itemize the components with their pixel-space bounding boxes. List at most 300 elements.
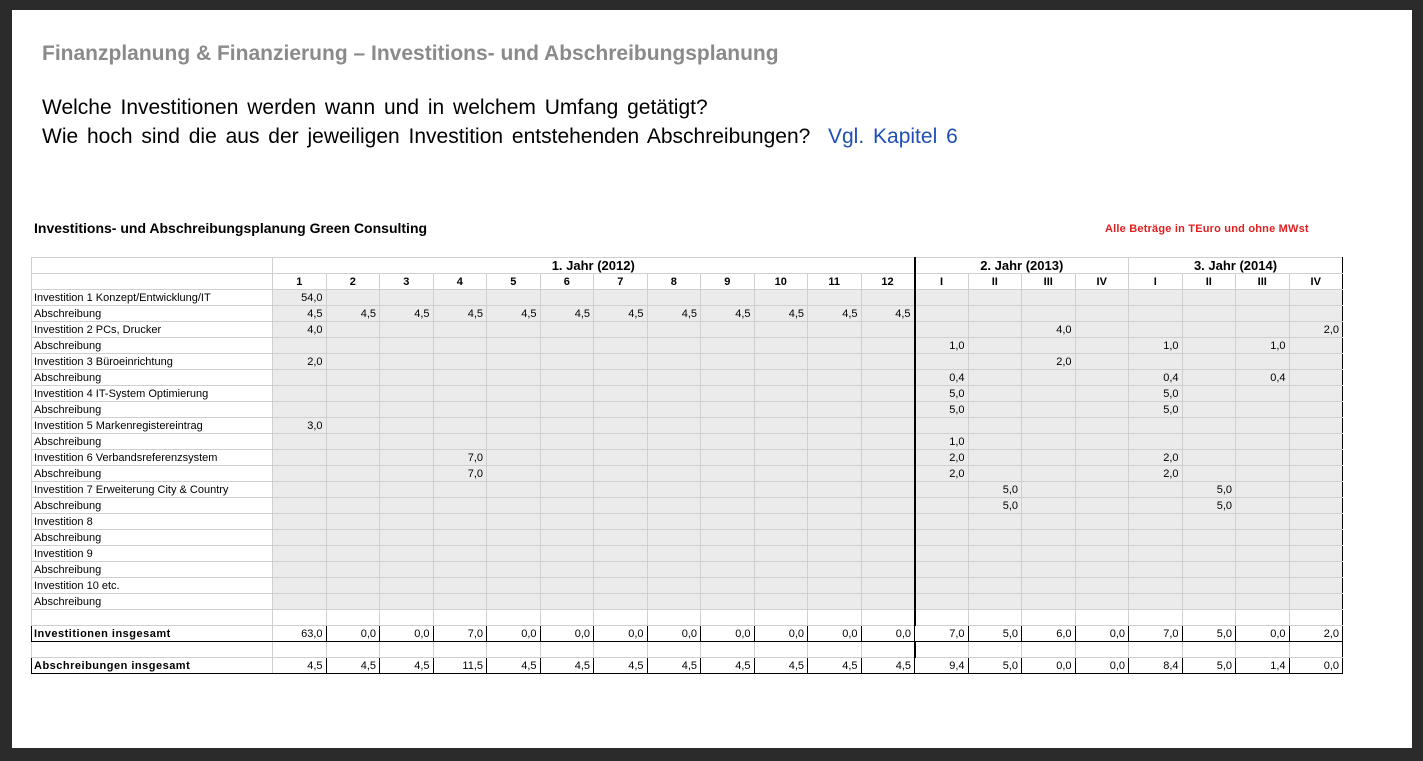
total-value: 0,0 <box>1289 658 1343 674</box>
value-cell <box>1022 450 1076 466</box>
value-cell <box>1129 530 1183 546</box>
value-cell <box>273 594 327 610</box>
spacer-cell <box>487 642 541 658</box>
value-cell <box>647 338 701 354</box>
table-row <box>32 562 1343 578</box>
value-cell <box>754 466 808 482</box>
value-cell <box>540 322 594 338</box>
value-cell <box>1129 594 1183 610</box>
value-cell <box>594 434 648 450</box>
total-value: 9,4 <box>915 658 969 674</box>
value-cell <box>861 578 915 594</box>
value-cell <box>487 354 541 370</box>
row-label: Abschreibung <box>32 306 273 322</box>
value-cell <box>1289 386 1343 402</box>
value-cell <box>1289 546 1343 562</box>
value-cell <box>915 514 969 530</box>
value-cell <box>326 290 380 306</box>
value-cell <box>968 514 1022 530</box>
row-label: Abschreibung <box>32 434 273 450</box>
total-value: 0,0 <box>1236 626 1290 642</box>
table-row <box>32 594 1343 610</box>
value-cell <box>968 402 1022 418</box>
total-value: 4,5 <box>754 658 808 674</box>
row-label: Abschreibung <box>32 562 273 578</box>
value-cell: 5,0 <box>915 386 969 402</box>
value-cell <box>1129 418 1183 434</box>
value-cell <box>1182 322 1236 338</box>
value-cell: 5,0 <box>1129 402 1183 418</box>
value-cell <box>1182 338 1236 354</box>
value-cell <box>861 514 915 530</box>
spacer-row <box>32 642 1343 658</box>
spacer-cell <box>326 642 380 658</box>
value-cell <box>540 338 594 354</box>
value-cell <box>540 482 594 498</box>
value-cell <box>1236 482 1290 498</box>
value-cell <box>647 546 701 562</box>
value-cell <box>1075 338 1129 354</box>
value-cell <box>326 322 380 338</box>
corner-cell <box>32 274 273 290</box>
value-cell <box>1075 370 1129 386</box>
value-cell <box>594 578 648 594</box>
row-label: Abschreibung <box>32 338 273 354</box>
value-cell <box>1022 306 1076 322</box>
spacer-cell <box>1129 610 1183 626</box>
value-cell <box>487 578 541 594</box>
value-cell: 1,0 <box>915 434 969 450</box>
period-header: 2 <box>326 274 380 290</box>
value-cell <box>1289 402 1343 418</box>
period-header: 6 <box>540 274 594 290</box>
value-cell <box>701 594 755 610</box>
value-cell <box>1289 482 1343 498</box>
chapter-reference-link[interactable]: Vgl. Kapitel 6 <box>828 125 958 148</box>
value-cell <box>647 450 701 466</box>
value-cell <box>647 578 701 594</box>
value-cell <box>594 466 648 482</box>
value-cell <box>1022 466 1076 482</box>
value-cell <box>968 354 1022 370</box>
spacer-cell <box>1075 610 1129 626</box>
value-cell <box>380 514 434 530</box>
spacer-cell <box>1022 610 1076 626</box>
total-value: 11,5 <box>433 658 487 674</box>
value-cell <box>701 466 755 482</box>
value-cell <box>754 514 808 530</box>
value-cell <box>326 338 380 354</box>
total-value: 0,0 <box>540 626 594 642</box>
value-cell <box>487 530 541 546</box>
value-cell <box>1129 562 1183 578</box>
value-cell <box>1075 562 1129 578</box>
row-label: Investition 6 Verbandsreferenzsystem <box>32 450 273 466</box>
value-cell <box>433 562 487 578</box>
total-value: 4,5 <box>701 658 755 674</box>
value-cell <box>1075 578 1129 594</box>
value-cell <box>594 562 648 578</box>
value-cell <box>647 402 701 418</box>
row-label: Investition 9 <box>32 546 273 562</box>
value-cell <box>273 338 327 354</box>
value-cell: 4,5 <box>487 306 541 322</box>
value-cell <box>1022 578 1076 594</box>
value-cell <box>754 578 808 594</box>
value-cell <box>1022 370 1076 386</box>
table-row <box>32 466 1343 482</box>
value-cell <box>1236 562 1290 578</box>
value-cell <box>380 418 434 434</box>
value-cell <box>540 578 594 594</box>
value-cell <box>1022 482 1076 498</box>
total-row <box>32 658 1343 674</box>
value-cell <box>1182 306 1236 322</box>
value-cell <box>1289 562 1343 578</box>
spacer-cell <box>273 642 327 658</box>
value-cell <box>861 434 915 450</box>
table-row <box>32 322 1343 338</box>
value-cell <box>808 434 862 450</box>
value-cell <box>915 546 969 562</box>
spacer-cell <box>487 610 541 626</box>
value-cell <box>647 418 701 434</box>
value-cell <box>915 530 969 546</box>
value-cell <box>380 386 434 402</box>
total-value: 0,0 <box>1022 658 1076 674</box>
total-value: 4,5 <box>326 658 380 674</box>
value-cell: 1,0 <box>1129 338 1183 354</box>
value-cell <box>808 562 862 578</box>
value-cell <box>594 370 648 386</box>
value-cell: 5,0 <box>1182 482 1236 498</box>
total-value: 0,0 <box>754 626 808 642</box>
value-cell <box>1075 498 1129 514</box>
value-cell <box>540 514 594 530</box>
value-cell <box>380 594 434 610</box>
value-cell <box>754 290 808 306</box>
value-cell <box>968 530 1022 546</box>
value-cell <box>861 322 915 338</box>
value-cell <box>1236 434 1290 450</box>
period-header: 4 <box>433 274 487 290</box>
total-value: 0,0 <box>808 626 862 642</box>
value-cell <box>808 418 862 434</box>
total-label: Investitionen insgesamt <box>32 626 273 642</box>
value-cell <box>1236 386 1290 402</box>
value-cell <box>701 338 755 354</box>
spacer-cell <box>861 610 915 626</box>
value-cell <box>1022 562 1076 578</box>
value-cell <box>326 562 380 578</box>
value-cell <box>647 498 701 514</box>
table-row <box>32 402 1343 418</box>
total-value: 4,5 <box>380 658 434 674</box>
total-value: 5,0 <box>968 626 1022 642</box>
value-cell <box>968 418 1022 434</box>
value-cell <box>594 418 648 434</box>
value-cell <box>433 418 487 434</box>
value-cell <box>861 530 915 546</box>
value-cell <box>326 418 380 434</box>
value-cell <box>701 418 755 434</box>
row-label: Abschreibung <box>32 402 273 418</box>
value-cell <box>326 482 380 498</box>
value-cell <box>701 546 755 562</box>
value-cell <box>701 322 755 338</box>
value-cell <box>540 354 594 370</box>
total-value: 7,0 <box>433 626 487 642</box>
value-cell <box>915 482 969 498</box>
table-row <box>32 354 1343 370</box>
value-cell <box>380 530 434 546</box>
value-cell <box>487 322 541 338</box>
table-row <box>32 530 1343 546</box>
slide-title: Finanzplanung & Finanzierung – Investitions- und Abschreibungsplanung <box>42 42 779 65</box>
period-header: 7 <box>594 274 648 290</box>
value-cell <box>540 290 594 306</box>
value-cell <box>915 418 969 434</box>
year-header: 2. Jahr (2013) <box>915 258 1129 274</box>
value-cell <box>1236 594 1290 610</box>
spacer-cell <box>540 610 594 626</box>
value-cell <box>808 386 862 402</box>
total-value: 4,5 <box>273 658 327 674</box>
value-cell <box>968 594 1022 610</box>
value-cell <box>1289 450 1343 466</box>
table-row <box>32 434 1343 450</box>
value-cell <box>433 594 487 610</box>
value-cell <box>1236 498 1290 514</box>
value-cell <box>487 594 541 610</box>
value-cell <box>701 514 755 530</box>
total-value: 0,0 <box>701 626 755 642</box>
period-header: 9 <box>701 274 755 290</box>
value-cell <box>701 434 755 450</box>
value-cell <box>594 594 648 610</box>
value-cell: 1,0 <box>915 338 969 354</box>
value-cell <box>487 562 541 578</box>
value-cell <box>380 338 434 354</box>
value-cell: 4,5 <box>273 306 327 322</box>
value-cell <box>1236 418 1290 434</box>
spacer-cell <box>754 642 808 658</box>
value-cell <box>861 546 915 562</box>
value-cell <box>273 466 327 482</box>
value-cell <box>1289 466 1343 482</box>
value-cell <box>326 594 380 610</box>
total-value: 0,0 <box>326 626 380 642</box>
value-cell <box>754 354 808 370</box>
spacer-cell <box>1182 610 1236 626</box>
value-cell <box>326 450 380 466</box>
value-cell <box>1289 594 1343 610</box>
value-cell <box>433 482 487 498</box>
value-cell <box>433 338 487 354</box>
value-cell <box>594 450 648 466</box>
spacer-cell <box>1075 642 1129 658</box>
value-cell <box>1236 402 1290 418</box>
row-label: Investition 3 Büroeinrichtung <box>32 354 273 370</box>
value-cell <box>433 322 487 338</box>
value-cell <box>1129 578 1183 594</box>
spacer-cell <box>861 642 915 658</box>
value-cell <box>647 322 701 338</box>
value-cell <box>1236 450 1290 466</box>
value-cell: 0,4 <box>1129 370 1183 386</box>
value-cell <box>1075 546 1129 562</box>
spacer-cell <box>808 610 862 626</box>
total-value: 0,0 <box>1075 626 1129 642</box>
value-cell <box>647 482 701 498</box>
value-cell: 2,0 <box>915 450 969 466</box>
value-cell <box>433 434 487 450</box>
spacer-cell <box>433 642 487 658</box>
value-cell <box>487 434 541 450</box>
value-cell <box>1182 562 1236 578</box>
value-cell <box>968 322 1022 338</box>
period-header: IV <box>1075 274 1129 290</box>
value-cell <box>273 370 327 386</box>
value-cell <box>701 386 755 402</box>
value-cell <box>1236 578 1290 594</box>
value-cell: 5,0 <box>968 482 1022 498</box>
value-cell <box>1182 370 1236 386</box>
value-cell <box>433 370 487 386</box>
value-cell <box>433 290 487 306</box>
table-row <box>32 386 1343 402</box>
value-cell <box>1075 530 1129 546</box>
value-cell <box>487 290 541 306</box>
value-cell <box>701 482 755 498</box>
value-cell <box>701 370 755 386</box>
value-cell <box>861 498 915 514</box>
value-cell <box>1075 450 1129 466</box>
value-cell: 2,0 <box>1129 466 1183 482</box>
total-value: 4,5 <box>861 658 915 674</box>
value-cell <box>326 546 380 562</box>
value-cell <box>861 290 915 306</box>
value-cell <box>1289 370 1343 386</box>
value-cell <box>647 594 701 610</box>
value-cell <box>1022 546 1076 562</box>
value-cell <box>487 386 541 402</box>
value-cell <box>861 482 915 498</box>
period-header: 11 <box>808 274 862 290</box>
value-cell <box>1129 322 1183 338</box>
value-cell <box>915 322 969 338</box>
period-header: III <box>1236 274 1290 290</box>
value-cell <box>487 482 541 498</box>
total-value: 4,5 <box>487 658 541 674</box>
row-label: Abschreibung <box>32 466 273 482</box>
value-cell <box>754 594 808 610</box>
row-label: Abschreibung <box>32 370 273 386</box>
value-cell <box>1182 450 1236 466</box>
table-row <box>32 498 1343 514</box>
row-label: Investition 10 etc. <box>32 578 273 594</box>
value-cell <box>433 402 487 418</box>
value-cell <box>1289 306 1343 322</box>
value-cell <box>273 562 327 578</box>
value-cell <box>1236 466 1290 482</box>
spacer-cell <box>1289 610 1343 626</box>
value-cell: 4,0 <box>273 322 327 338</box>
value-cell <box>861 418 915 434</box>
value-cell <box>968 546 1022 562</box>
value-cell: 2,0 <box>1289 322 1343 338</box>
period-header: 10 <box>754 274 808 290</box>
value-cell <box>647 514 701 530</box>
value-cell <box>968 466 1022 482</box>
value-cell <box>1182 594 1236 610</box>
value-cell <box>915 578 969 594</box>
value-cell <box>968 338 1022 354</box>
period-header: 1 <box>273 274 327 290</box>
spacer-cell <box>32 610 273 626</box>
total-value: 5,0 <box>1182 626 1236 642</box>
value-cell <box>1075 482 1129 498</box>
value-cell <box>1236 290 1290 306</box>
value-cell <box>273 514 327 530</box>
value-cell <box>1182 530 1236 546</box>
value-cell <box>808 354 862 370</box>
value-cell <box>380 578 434 594</box>
value-cell <box>1182 402 1236 418</box>
value-cell <box>754 546 808 562</box>
table-row <box>32 546 1343 562</box>
value-cell <box>594 530 648 546</box>
value-cell <box>968 562 1022 578</box>
row-label: Investition 5 Markenregistereintrag <box>32 418 273 434</box>
value-cell <box>1236 530 1290 546</box>
total-value: 5,0 <box>968 658 1022 674</box>
value-cell <box>968 450 1022 466</box>
value-cell <box>1075 514 1129 530</box>
value-cell <box>433 530 487 546</box>
value-cell <box>594 498 648 514</box>
period-header: I <box>1129 274 1183 290</box>
value-cell <box>808 594 862 610</box>
value-cell <box>380 290 434 306</box>
value-cell <box>1075 354 1129 370</box>
value-cell <box>594 546 648 562</box>
value-cell <box>433 386 487 402</box>
value-cell: 5,0 <box>1129 386 1183 402</box>
value-cell <box>1289 290 1343 306</box>
value-cell <box>1182 466 1236 482</box>
currency-note: Alle Beträge in TEuro und ohne MWst <box>1105 223 1309 235</box>
value-cell <box>273 402 327 418</box>
value-cell <box>1022 498 1076 514</box>
table-row <box>32 290 1343 306</box>
slide <box>12 10 1412 748</box>
spacer-row <box>32 610 1343 626</box>
table-row <box>32 482 1343 498</box>
value-cell: 7,0 <box>433 466 487 482</box>
value-cell <box>540 594 594 610</box>
value-cell <box>1289 578 1343 594</box>
value-cell <box>1182 290 1236 306</box>
value-cell <box>808 530 862 546</box>
value-cell <box>380 354 434 370</box>
total-value: 4,5 <box>540 658 594 674</box>
value-cell <box>1289 418 1343 434</box>
spacer-cell <box>701 610 755 626</box>
value-cell <box>701 402 755 418</box>
spacer-cell <box>273 610 327 626</box>
value-cell: 0,4 <box>915 370 969 386</box>
